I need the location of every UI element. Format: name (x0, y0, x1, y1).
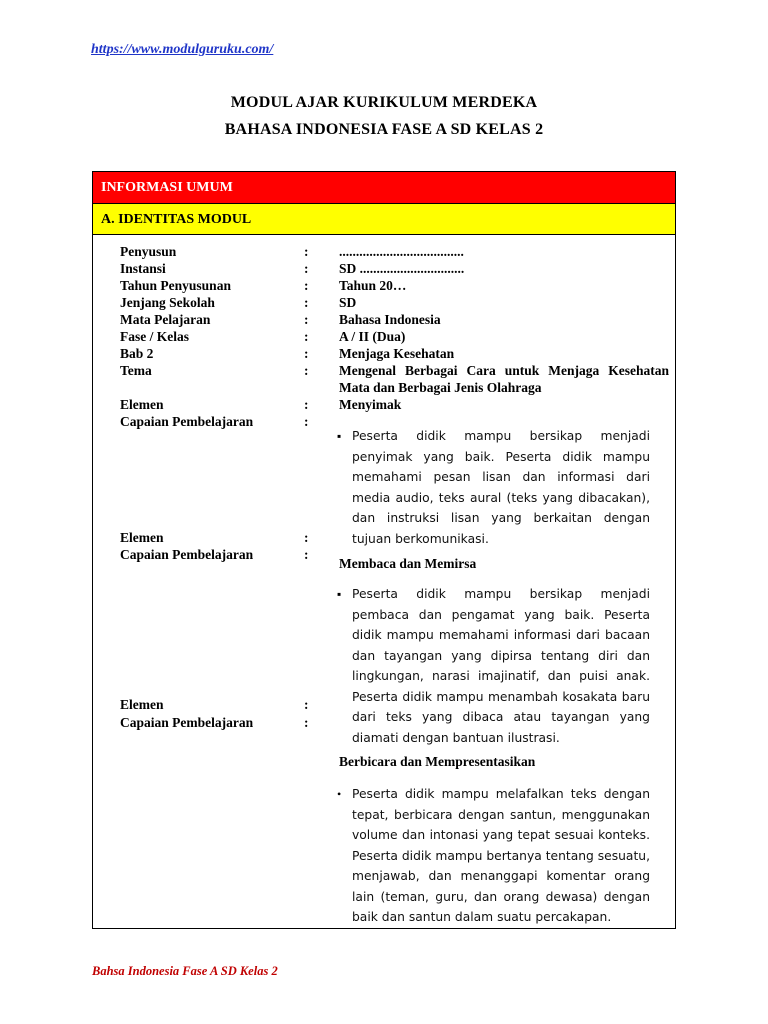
capaian-menyimak (352, 426, 650, 549)
capaian-membaca (352, 584, 650, 748)
field-colon: : (304, 312, 309, 327)
field-colon: : (304, 547, 309, 562)
website-link[interactable]: https://www.modulguruku.com/ (91, 42, 274, 57)
capaian-text: penyimak yang baik. Peserta didik mampu memahami pesan lisan dan informasi dari media audio, teks aural (teks yang dibacakan), dan instruksi lisan yang berkaitan dengan tujuan berkomunikasi. (352, 449, 650, 546)
bullet-icon: ▪ (337, 587, 342, 601)
field-colon: : (304, 397, 309, 412)
capaian-first-line: Peserta didik mampu melafalkan teks dengan (352, 787, 650, 801)
section-header-identity: A. IDENTITAS MODUL (93, 203, 675, 235)
field-label-capaian: Capaian Pembelajaran (120, 715, 254, 730)
page-footer: Bahsa Indonesia Fase A SD Kelas 2 (92, 964, 278, 978)
field-value-fase: A / II (Dua) (339, 329, 406, 344)
field-label-mapel: Mata Pelajaran (120, 312, 211, 327)
field-colon: : (304, 715, 309, 730)
capaian-berbicara (352, 784, 650, 928)
field-label-penyusun: Penyusun (120, 244, 177, 259)
field-label-jenjang: Jenjang Sekolah (120, 295, 215, 310)
field-label-fase: Fase / Kelas (120, 329, 189, 344)
field-label-tema: Tema (120, 363, 152, 378)
field-value-instansi: SD ............................... (339, 261, 465, 276)
module-info-table (92, 171, 676, 929)
field-label-instansi: Instansi (120, 261, 166, 276)
capaian-first-line: Peserta didik mampu bersikap menjadi (352, 587, 650, 601)
field-label-elemen: Elemen (120, 397, 164, 412)
capaian-text: pembaca dan pengamat yang baik. Peserta didik mampu memahami informasi dari bacaan dan tayangan yang dipirsa tentang diri dan lingkungan, narasi imajinatif, dan puisi anak. Peserta didik mampu menambah kosakata baru dari teks yang dibaca atau tayangan yang diamati dengan bantuan ilustrasi. (352, 607, 650, 745)
field-value-jenjang: SD (339, 295, 357, 310)
field-colon: : (304, 244, 309, 259)
bullet-icon: • (337, 787, 342, 801)
field-value-tahun: Tahun 20… (339, 278, 407, 293)
field-colon: : (304, 261, 309, 276)
field-label-elemen: Elemen (120, 530, 164, 545)
field-label-bab: Bab 2 (120, 346, 154, 361)
field-value-elemen: Menyimak (339, 397, 402, 412)
field-colon: : (304, 530, 309, 545)
document-subtitle: BAHASA INDONESIA FASE A SD KELAS 2 (224, 121, 544, 138)
field-label-elemen: Elemen (120, 697, 164, 712)
bullet-icon: ▪ (337, 429, 342, 443)
field-colon: : (304, 363, 309, 378)
capaian-first-line: Peserta didik mampu bersikap menjadi (352, 429, 650, 443)
field-value-mapel: Bahasa Indonesia (339, 312, 441, 327)
element-name-membaca: Membaca dan Memirsa (339, 556, 477, 571)
element-name-berbicara: Berbicara dan Mempresentasikan (339, 754, 536, 769)
field-colon: : (304, 697, 309, 712)
capaian-text: tepat, berbicara dengan santun, menggunakan volume dan intonasi yang tepat sesuai konteks. Peserta didik mampu bertanya tentang sesuatu, menjawab, dan menanggapi komentar orang lain (teman, guru, dan orang dewasa) dengan baik dan santun dalam suatu percakapan. (352, 807, 650, 924)
section-header-general: INFORMASI UMUM (93, 172, 675, 203)
field-colon: : (304, 346, 309, 361)
field-value-penyusun: ..................................... (339, 244, 464, 259)
field-value-bab: Menjaga Kesehatan (339, 346, 455, 361)
field-label-tahun: Tahun Penyusunan (120, 278, 231, 293)
field-colon: : (304, 295, 309, 310)
document-title: MODUL AJAR KURIKULUM MERDEKA (230, 94, 538, 111)
field-label-capaian: Capaian Pembelajaran (120, 547, 254, 562)
field-label-capaian: Capaian Pembelajaran (120, 414, 254, 429)
field-colon: : (304, 414, 309, 429)
field-colon: : (304, 278, 309, 293)
field-colon: : (304, 329, 309, 344)
field-value-tema: Mengenal Berbagai Cara untuk Menjaga Kesehatan Mata dan Berbagai Jenis Olahraga (339, 363, 669, 395)
